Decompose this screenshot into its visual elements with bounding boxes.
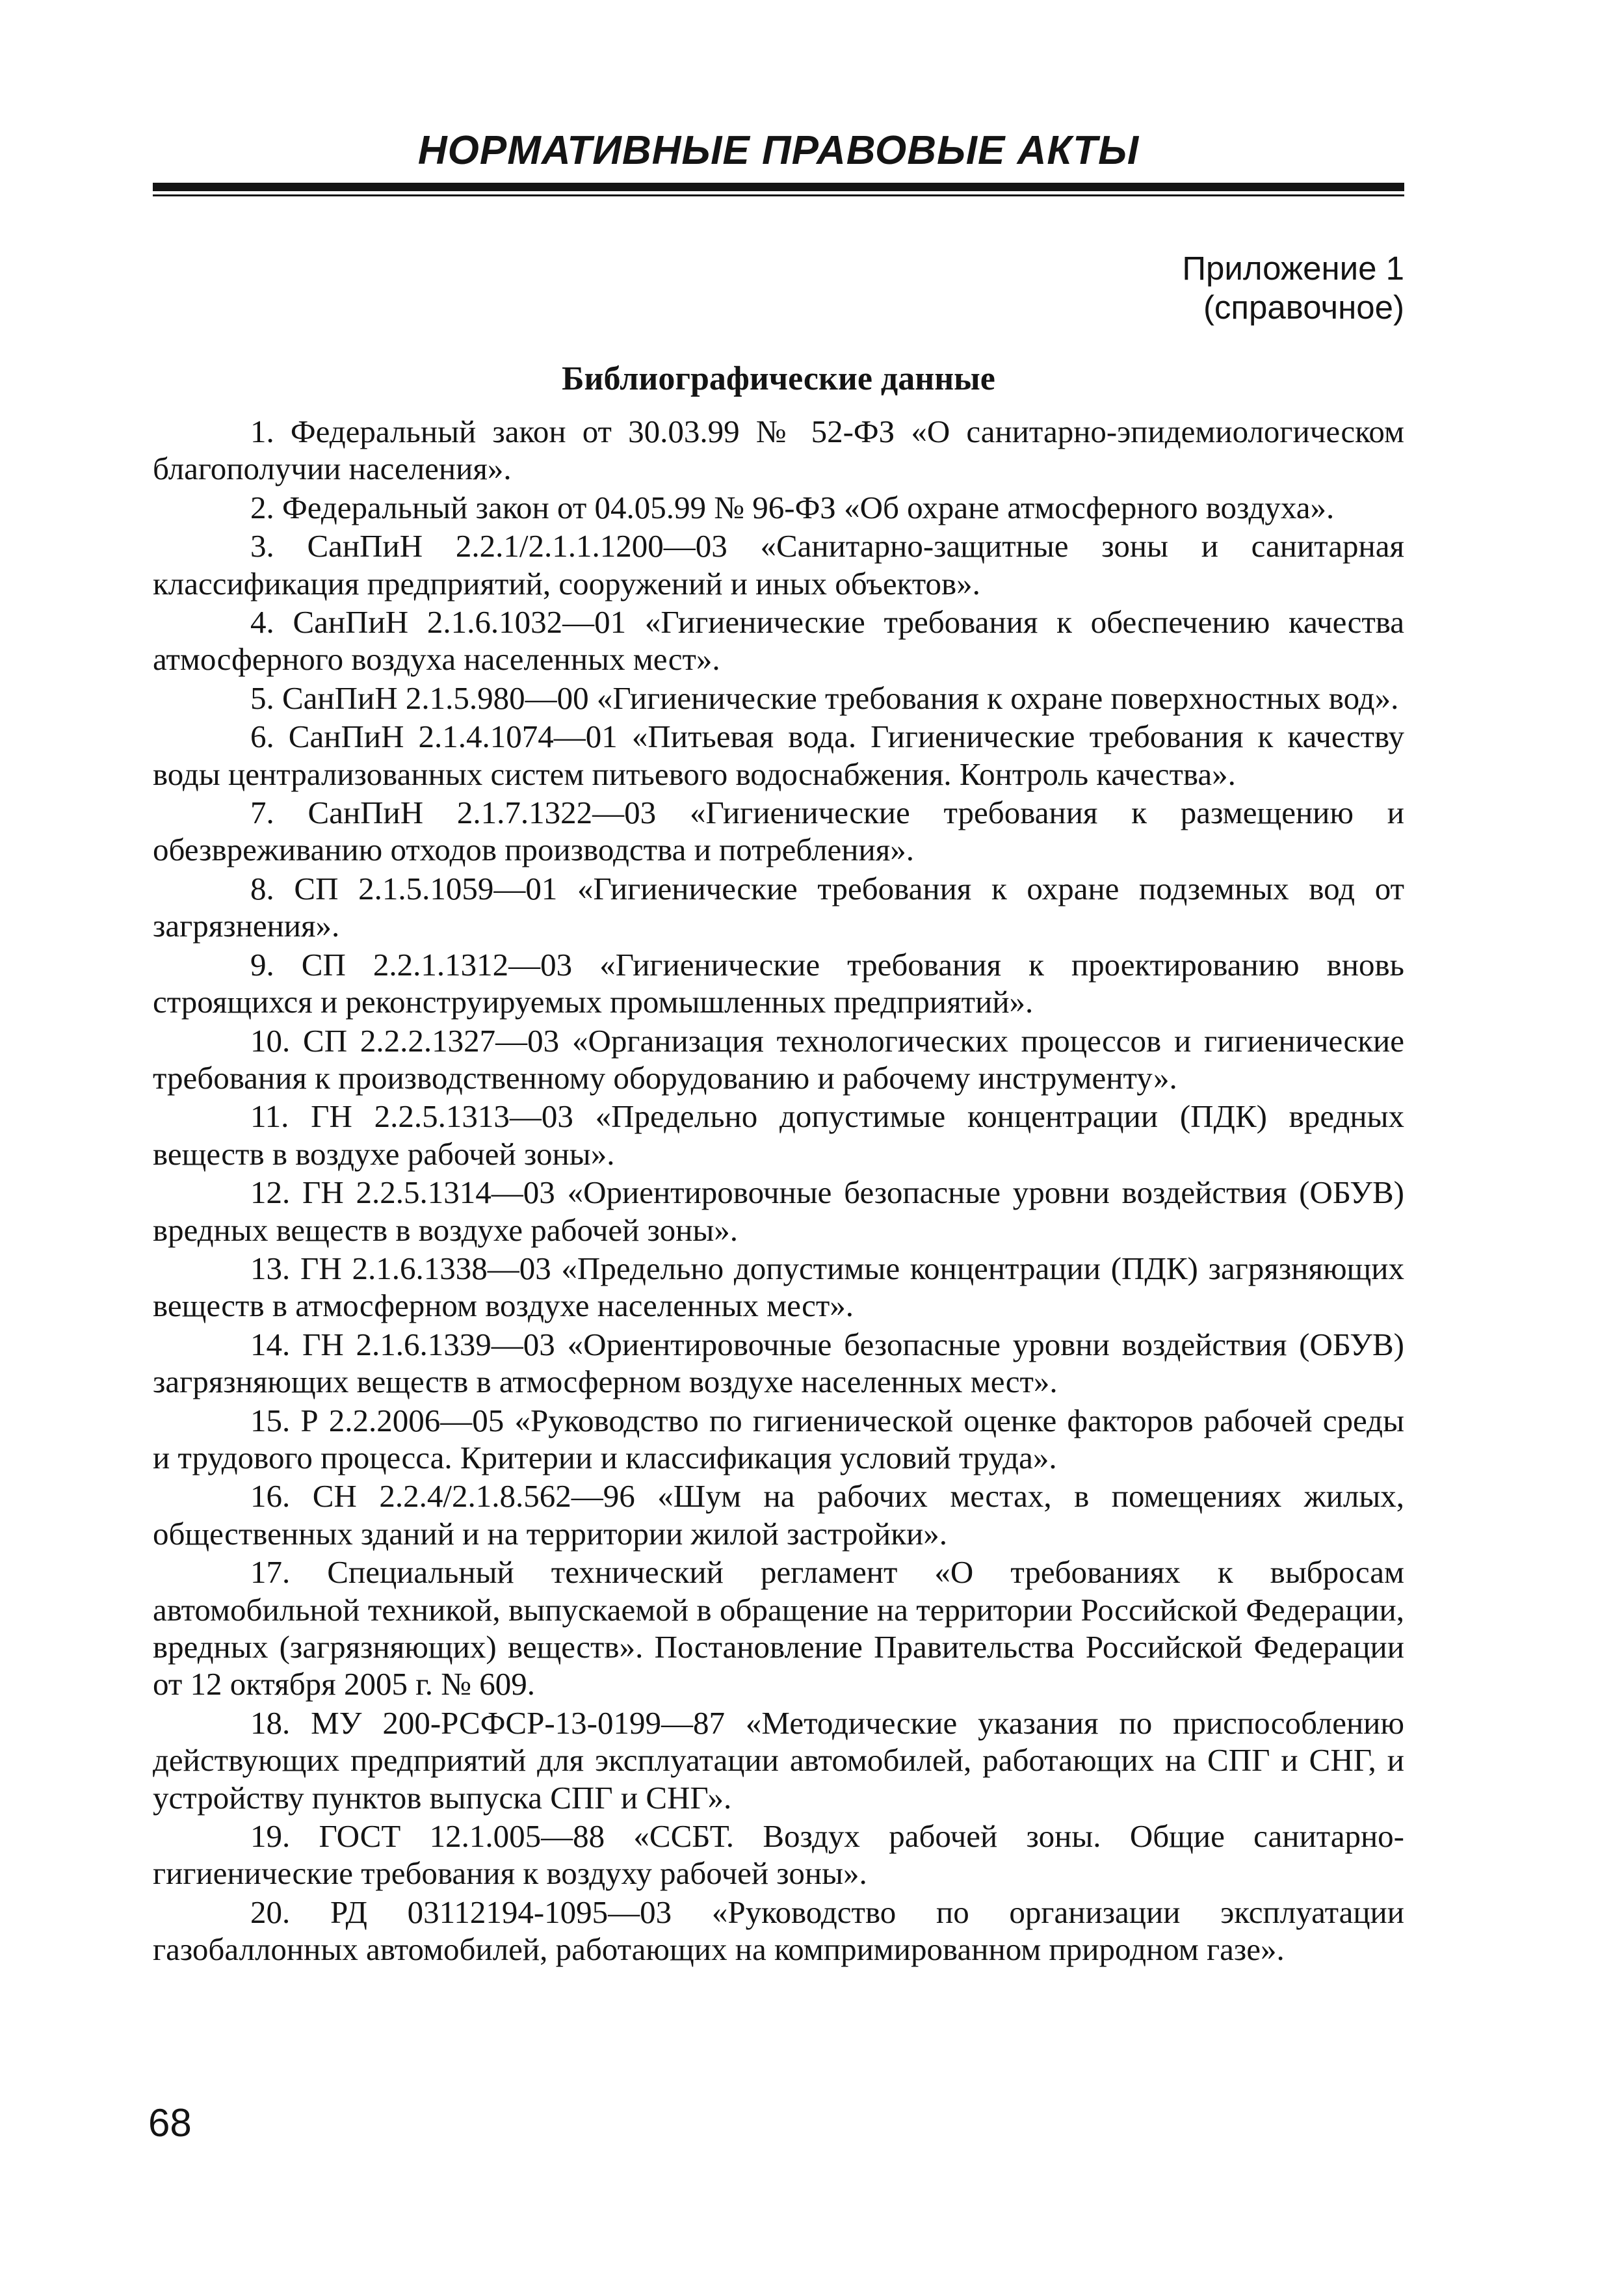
reference-item: 2. Федеральный закон от 04.05.99 № 96-ФЗ «Об охране атмосферного воздуха». (250, 489, 1335, 525)
reference-item: 8. СП 2.1.5.1059—01 «Гигиенические требования к охране подземных вод от загрязнения». (153, 870, 1404, 944)
reference-item: 20. РД 03112194-1095—03 «Руководство по организации эксплуатации газобаллонных автомобилей, работающих на компримированном природном газе». (153, 1894, 1404, 1968)
header-title: НОРМАТИВНЫЕ ПРАВОВЫЕ АКТЫ (417, 128, 1140, 173)
reference-item: 18. МУ 200-РСФСР-13-0199—87 «Методические указания по приспособлению действующих предприятий для эксплуатации автомобилей, работающих на СПГ и СНГ, и устройству пунктов выпуска СПГ и СНГ». (153, 1704, 1404, 1816)
reference-item: 4. СанПиН 2.1.6.1032—01 «Гигиенические требования к обеспечению качества атмосферного воздуха населенных мест». (153, 604, 1404, 678)
reference-item: 10. СП 2.2.2.1327—03 «Организация технологических процессов и гигиенические требования к производственному оборудованию и рабочему инструменту». (153, 1022, 1404, 1096)
reference-list (153, 413, 1404, 1970)
reference-item: 11. ГН 2.2.5.1313—03 «Предельно допустимые концентрации (ПДК) вредных веществ в воздухе рабочей зоны». (153, 1098, 1404, 1172)
page-number: 68 (148, 2101, 192, 2145)
appendix-label (1182, 249, 1404, 327)
header-rule-thick (153, 183, 1404, 191)
reference-item: 5. СанПиН 2.1.5.980—00 «Гигиенические требования к охране поверхностных вод». (250, 680, 1399, 716)
appendix-line-1: Приложение 1 (1182, 250, 1404, 287)
section-title: Библиографические данные (562, 360, 995, 397)
reference-item: 14. ГН 2.1.6.1339—03 «Ориентировочные безопасные уровни воздействия (ОБУВ) загрязняющих веществ в атмосферном воздухе населенных мест». (153, 1326, 1404, 1400)
reference-item: 19. ГОСТ 12.1.005—88 «ССБТ. Воздух рабочей зоны. Общие санитарно-гигиенические требования к воздуху рабочей зоны». (153, 1818, 1404, 1892)
reference-item: 7. СанПиН 2.1.7.1322—03 «Гигиенические требования к размещению и обезвреживанию отходов производства и потребления». (153, 795, 1404, 868)
reference-item: 1. Федеральный закон от 30.03.99 № 52-ФЗ «О санитарно-эпидемиологическом благополучии населения». (153, 414, 1404, 487)
reference-item: 16. СН 2.2.4/2.1.8.562—96 «Шум на рабочих местах, в помещениях жилых, общественных зданий и на территории жилой застройки». (153, 1478, 1404, 1552)
reference-item: 6. СанПиН 2.1.4.1074—01 «Питьевая вода. Гигиенические требования к качеству воды централизованных систем питьевого водоснабжения. Контроль качества». (153, 719, 1404, 792)
reference-item: 9. СП 2.2.1.1312—03 «Гигиенические требования к проектированию вновь строящихся и реконструируемых промышленных предприятий». (153, 946, 1404, 1020)
running-header (153, 127, 1404, 196)
reference-item: 13. ГН 2.1.6.1338—03 «Предельно допустимые концентрации (ПДК) загрязняющих веществ в атмосферном воздухе населенных мест». (153, 1250, 1404, 1324)
appendix-line-2: (справочное) (1203, 289, 1404, 326)
header-rule-thin (153, 194, 1404, 196)
reference-item: 3. СанПиН 2.2.1/2.1.1.1200—03 «Санитарно-защитные зоны и санитарная классификация предприятий, сооружений и иных объектов». (153, 528, 1404, 602)
reference-item: 12. ГН 2.2.5.1314—03 «Ориентировочные безопасные уровни воздействия (ОБУВ) вредных веществ в воздухе рабочей зоны». (153, 1174, 1404, 1248)
reference-item: 17. Специальный технический регламент «О требованиях к выбросам автомобильной техникой, выпускаемой в обращение на территории Российской Федерации, вредных (загрязняющих) веществ». Постановление Правительства Российской Федерации от 12 октября 2005 г. № 609. (153, 1554, 1404, 1702)
reference-item: 15. Р 2.2.2006—05 «Руководство по гигиенической оценке факторов рабочей среды и трудового процесса. Критерии и классификация условий труда». (153, 1402, 1404, 1475)
